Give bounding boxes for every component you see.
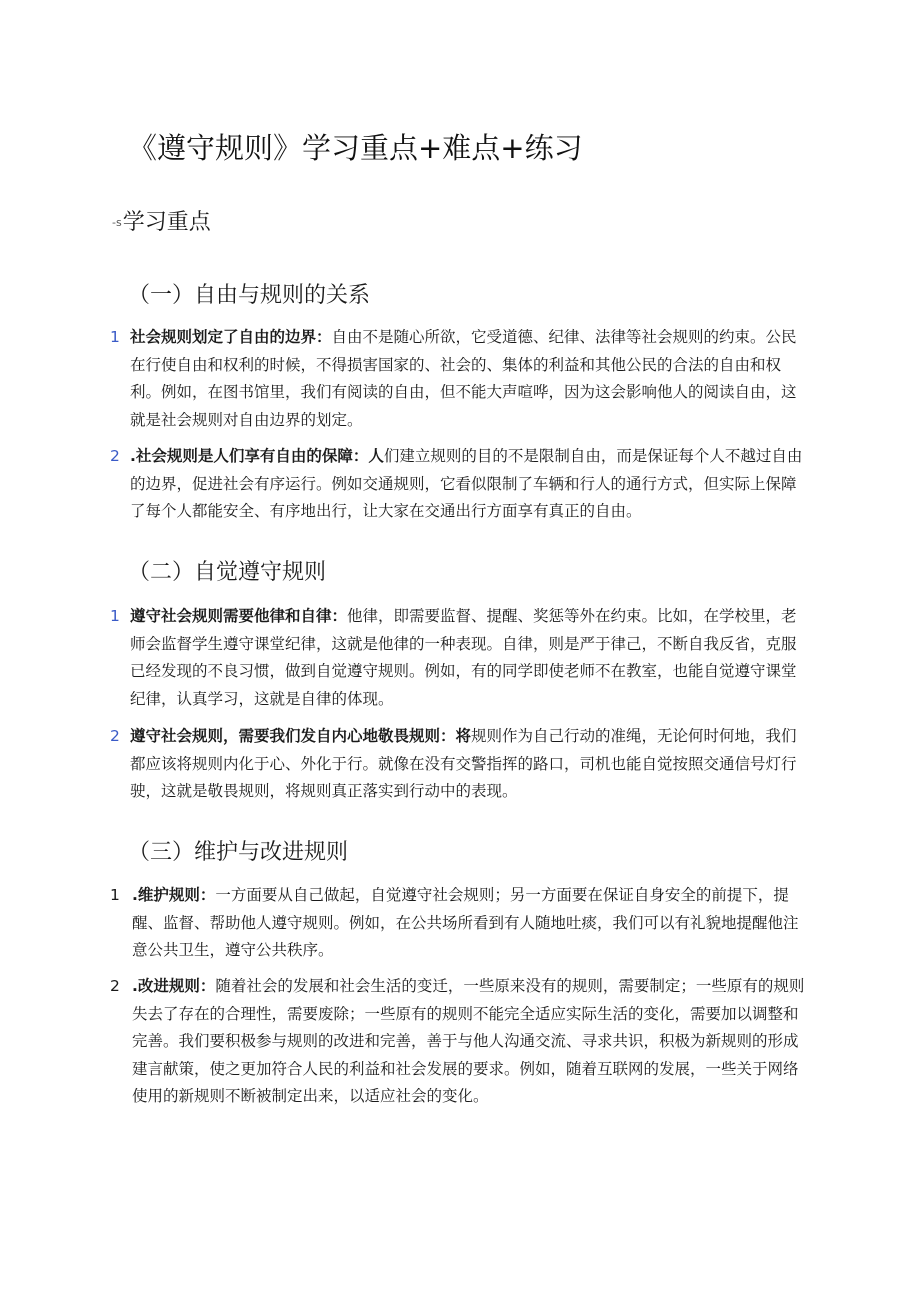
list-item bbox=[110, 973, 810, 1111]
item-number: 1 bbox=[110, 886, 120, 904]
item-number: 2 bbox=[110, 727, 120, 745]
item-lead: 遵守社会规则，需要我们发自内心地敬畏规则：将 bbox=[130, 727, 472, 745]
item-lead: 遵守社会规则需要他律和自律： bbox=[130, 607, 348, 625]
item-text: 自由不是随心所欲，它受道德、纪律、法律等社会规则的约束。公民在行使自由和权利的时候，不得损害国家的、社会的、集体的利益和其他公民的合法的自由和权利。例如，在图书馆里，我们有阅读的自由，但不能大声喧哗，因为这会影响他人的阅读自由，这就是社会规则对自由边界的划定。 bbox=[130, 328, 797, 429]
subsection-heading-3: （三）维护与改进规则 bbox=[128, 840, 349, 865]
item-text: 一方面要从自己做起，自觉遵守社会规则；另一方面要在保证自身安全的前提下，提醒、监督、帮助他人遵守规则。例如，在公共场所看到有人随地吐痰，我们可以有礼貌地提醒他注意公共卫生，遵守公共秩序。 bbox=[132, 886, 799, 959]
item-lead: .社会规则是人们享有自由的保障：人 bbox=[130, 447, 384, 465]
document-title: 《遵守规则》学习重点+难点+练习 bbox=[128, 131, 583, 165]
list-item bbox=[110, 882, 810, 965]
list-item bbox=[110, 603, 810, 713]
section-label: 学习重点 bbox=[122, 210, 211, 235]
item-lead: .改进规则： bbox=[132, 977, 216, 995]
item-text: 们建立规则的目的不是限制自由，而是保证每个人不越过自由的边界，促进社会有序运行。例如交通规则，它看似限制了车辆和行人的通行方式，但实际上保障了每个人都能安全、有序地出行，让大家在交通出行方面享有真正的自由。 bbox=[130, 447, 803, 520]
item-lead: 社会规则划定了自由的边界： bbox=[130, 328, 332, 346]
subsection-heading-2: （二）自觉遵守规则 bbox=[128, 560, 327, 585]
section-heading-key-points bbox=[112, 205, 211, 241]
item-number: 2 bbox=[110, 977, 120, 995]
list-item bbox=[110, 443, 810, 526]
item-text: 随着社会的发展和社会生活的变迁，一些原来没有的规则，需要制定；一些原有的规则失去了存在的合理性，需要废除；一些原有的规则不能完全适应实际生活的变化，需要加以调整和完善。我们要积极参与规则的改进和完善，善于与他人沟通交流、寻求共识，积极为新规则的形成建言献策，使之更加符合人民的利益和社会发展的要求。例如，随着互联网的发展，一些关于网络使用的新规则不断被制定出来，以适应社会的变化。 bbox=[132, 977, 805, 1105]
item-text: 规则作为自己行动的准绳，无论何时何地，我们都应该将规则内化于心、外化于行。就像在没有交警指挥的路口，司机也能自觉按照交通信号灯行驶，这就是敬畏规则，将规则真正落实到行动中的表现。 bbox=[130, 727, 797, 800]
item-number: 1 bbox=[110, 607, 120, 625]
list-item bbox=[110, 324, 810, 434]
subsection-heading-1: （一）自由与规则的关系 bbox=[128, 283, 371, 308]
list-item bbox=[110, 723, 810, 806]
item-number: 1 bbox=[110, 328, 120, 346]
section-prefix: -s bbox=[112, 216, 122, 229]
item-lead: .维护规则： bbox=[132, 886, 216, 904]
item-text: 他律，即需要监督、提醒、奖惩等外在约束。比如，在学校里，老师会监督学生遵守课堂纪律，这就是他律的一种表现。自律，则是严于律己，不断自我反省，克服已经发现的不良习惯，做到自觉遵守规则。例如，有的同学即使老师不在教室，也能自觉遵守课堂纪律，认真学习，这就是自律的体现。 bbox=[130, 607, 797, 708]
item-number: 2 bbox=[110, 447, 120, 465]
